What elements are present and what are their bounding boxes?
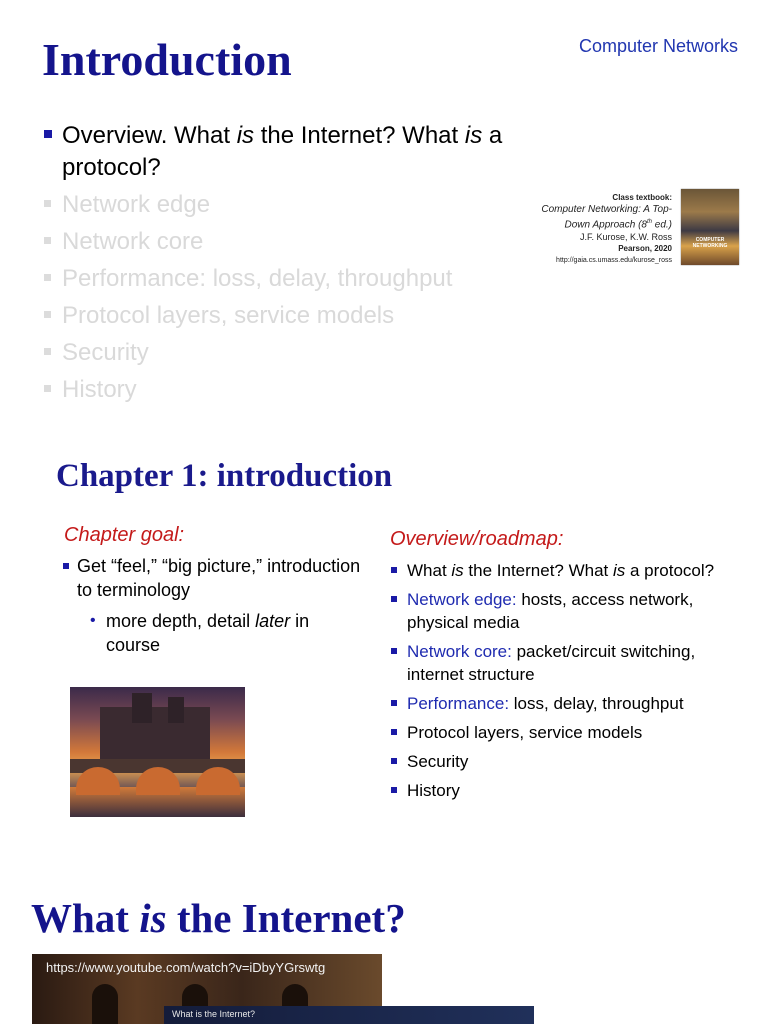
- bullet-icon: [44, 200, 51, 207]
- bullet-icon: [63, 563, 69, 569]
- roadmap-item: What is the Internet? What is a protocol?: [390, 559, 750, 582]
- bullet-icon: [44, 385, 51, 392]
- sub-list-item: • more depth, detail later in course: [90, 611, 310, 655]
- bullet-icon: [391, 648, 397, 654]
- textbook-authors: J.F. Kurose, K.W. Ross: [579, 232, 672, 243]
- bullet-icon: [44, 311, 51, 318]
- textbook-label: Class textbook:: [612, 193, 672, 202]
- textbook-url[interactable]: http://gaia.cs.umass.edu/kurose_ross: [556, 257, 672, 265]
- roadmap-item: Network edge: hosts, access network, physical media: [390, 588, 750, 634]
- slide-title: Chapter 1: introduction: [56, 458, 393, 494]
- outline-item: Protocol layers, service models: [44, 300, 524, 332]
- bullet-icon: [44, 237, 51, 244]
- goal-heading: Chapter goal:: [64, 524, 185, 546]
- bullet-icon: [391, 758, 397, 764]
- textbook-cover-image: [681, 189, 739, 265]
- bullet-icon: [44, 274, 51, 281]
- bullet-icon: [391, 729, 397, 735]
- textbook-title-line2: Down Approach (8th ed.): [564, 219, 672, 231]
- textbook-publisher: Pearson, 2020: [618, 244, 672, 254]
- outline-item: Overview. What is the Internet? What is a protocol?: [44, 120, 524, 184]
- bullet-icon: [391, 787, 397, 793]
- slide-title: Introduction: [42, 34, 292, 85]
- textbook-title-line1: Computer Networking: A Top-: [541, 204, 672, 215]
- textbook-info: [541, 192, 672, 267]
- roadmap-item: Protocol layers, service models: [390, 721, 750, 744]
- slide-title: What is the Internet?: [31, 895, 406, 941]
- slide-introduction: [0, 0, 768, 420]
- roadmap-item: Security: [390, 750, 750, 773]
- video-url-link[interactable]: https://www.youtube.com/watch?v=iDbyYGrswtg: [46, 960, 326, 975]
- slide-what-is-internet: [0, 880, 768, 1024]
- goal-sublist: [90, 609, 360, 657]
- bullet-icon: [391, 596, 397, 602]
- roadmap-list: [390, 559, 750, 808]
- bullet-icon: [44, 348, 51, 355]
- bridge-photo: [70, 687, 245, 817]
- outline-item: Network core: [44, 226, 524, 258]
- bullet-icon: [391, 567, 397, 573]
- roadmap-heading: Overview/roadmap:: [390, 528, 564, 550]
- bullet-icon: [391, 700, 397, 706]
- video-thumbnail-2[interactable]: [164, 1006, 534, 1024]
- outline-list: [44, 120, 524, 411]
- outline-item: History: [44, 374, 524, 406]
- bullet-icon: [44, 130, 52, 138]
- roadmap-item: History: [390, 779, 750, 802]
- roadmap-item: Performance: loss, delay, throughput: [390, 692, 750, 715]
- goal-list: [62, 554, 362, 602]
- cover-title: COMPUTER NETWORKING: [692, 237, 728, 249]
- outline-item: Network edge: [44, 189, 524, 221]
- outline-item: Security: [44, 337, 524, 369]
- course-label: Computer Networks: [578, 36, 738, 56]
- video-caption: What is the Internet?: [172, 1009, 256, 1019]
- roadmap-item: Network core: packet/circuit switching, internet structure: [390, 640, 750, 686]
- dot-bullet-icon: •: [90, 612, 96, 629]
- outline-item: Performance: loss, delay, throughput: [44, 263, 524, 295]
- list-item: Get “feel,” “big picture,” introduction to terminology: [62, 554, 362, 602]
- slide-chapter1: [0, 438, 768, 838]
